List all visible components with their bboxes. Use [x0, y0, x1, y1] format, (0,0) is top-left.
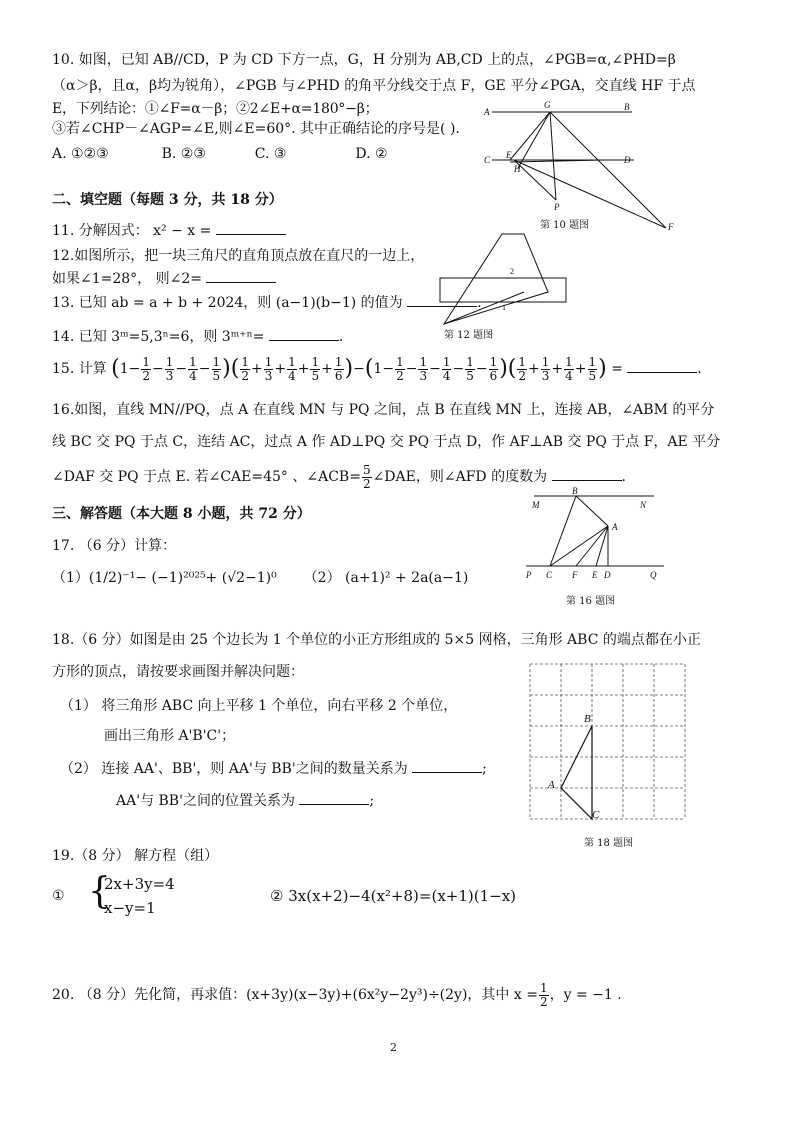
- q19-eq2: x−y=1: [104, 899, 156, 917]
- q20-text: 20. （8 分）先化简，再求值：(x+3y)(x−3y)+(6x²y−2y³)÷(2y)，其中 x =: [52, 987, 538, 1003]
- q16-frac-n: 5: [362, 462, 371, 477]
- q10-line2: （α＞β，且α，β均为锐角），∠PGB 与∠PHD 的角平分线交于点 F，GE 平分∠PGA，交直线 HF 于点: [52, 78, 696, 94]
- q13: 13. 已知 ab = a + b + 2024，则 (a−1)(b−1) 的值为 .: [52, 292, 482, 313]
- q10-option-c: C. ③: [254, 146, 287, 162]
- q11: [52, 220, 286, 241]
- svg-text:P: P: [554, 202, 560, 212]
- q10-option-b: B. ②③: [161, 146, 206, 162]
- svg-text:D: D: [604, 570, 611, 580]
- q14: 14. 已知 3ᵐ=5,3ⁿ=6，则 3ᵐ⁺ⁿ= .: [52, 326, 343, 347]
- q19-circ1: ①: [52, 888, 65, 904]
- q13-text: 13. 已知 ab = a + b + 2024，则 (a−1)(b−1) 的值为: [52, 295, 403, 311]
- q18-sub2b-line: AA'与 BB'之间的位置关系为 ;: [116, 790, 374, 811]
- q12-line1: 12.如图所示，把一块三角尺的直角顶点放在直尺的一边上，: [52, 248, 425, 264]
- q16-answer-blank[interactable]: [552, 466, 622, 481]
- q18-blank-quantity[interactable]: [412, 758, 482, 773]
- q16-line3b: ∠DAE，则∠AFD 的度数为: [372, 469, 548, 485]
- q17-part2: （2） (a+1)² + 2a(a−1): [303, 570, 469, 586]
- page-number: 2: [390, 1041, 397, 1054]
- q10-option-d: D. ②: [355, 146, 388, 162]
- svg-text:1: 1: [502, 303, 506, 312]
- q12-text: 如果∠1=28°， 则∠2=: [52, 271, 203, 287]
- q14-answer-blank[interactable]: [269, 326, 339, 341]
- svg-text:E: E: [592, 570, 598, 580]
- svg-text:C: C: [484, 155, 491, 165]
- svg-text:2: 2: [510, 267, 514, 276]
- q16-line1: 16.如图，直线 MN//PQ，点 A 在直线 MN 与 PQ 之间，点 B 在直线 MN 上，连接 AB，∠ABM 的平分: [52, 402, 715, 418]
- q18-caption: 第 18 题图: [584, 838, 634, 849]
- svg-text:M: M: [532, 500, 540, 510]
- svg-text:G: G: [544, 100, 551, 110]
- q10-option-a: A. ①②③: [52, 146, 109, 162]
- svg-text:P: P: [526, 570, 532, 580]
- svg-text:B: B: [572, 486, 578, 496]
- q20-tail: ，y = −1 .: [549, 987, 622, 1003]
- q10-line1: 10. 如图，已知 AB//CD，P 为 CD 下方一点，G，H 分别为 AB,CD 上的点，∠PGB=α,∠PHD=β: [52, 52, 676, 68]
- svg-text:F: F: [668, 222, 674, 232]
- q16-line3: ∠DAF 交 PQ 于点 E. 若∠CAE=45° 、∠ACB= $\frac{5}{2}$ ∠DAE，则∠AFD 的度数为 .: [52, 462, 626, 491]
- section-2-title: 二、填空题（每题 3 分，共 18 分）: [52, 192, 283, 208]
- q10-line3: E，下列结论：①∠F=α－β；②2∠E+α=180°−β；: [52, 101, 379, 117]
- q15-answer-blank[interactable]: [627, 358, 697, 373]
- q18-sub2b: AA'与 BB'之间的位置关系为: [116, 793, 295, 809]
- svg-text:D: D: [624, 155, 631, 165]
- q12-answer-blank[interactable]: [206, 268, 276, 283]
- svg-text:A: A: [548, 779, 555, 791]
- q10-caption: 第 10 题图: [540, 220, 590, 231]
- q17-parts: [52, 568, 468, 588]
- svg-text:N: N: [640, 500, 647, 510]
- svg-text:B: B: [624, 102, 630, 112]
- q13-answer-blank[interactable]: [407, 292, 477, 307]
- svg-text:E: E: [506, 150, 512, 160]
- q16-line3a: ∠DAF 交 PQ 于点 E. 若∠CAE=45° 、∠ACB=: [52, 469, 361, 485]
- q16-line2: 线 BC 交 PQ 于点 C，连结 AC，过点 A 作 AD⊥PQ 交 PQ 于点 D，作 AF⊥AB 交 PQ 于点 F，AE 平分: [52, 434, 721, 450]
- q18-blank-position[interactable]: [299, 790, 369, 805]
- q10-options: [52, 144, 388, 164]
- svg-text:Q: Q: [650, 570, 657, 580]
- q17-head: 17. （6 分）计算：: [52, 538, 177, 554]
- q15: 15. 计算 (1− $\frac{1}{2}$ − $\frac{1}{3}$ − $\frac{1}{4}$ − $\frac{1}{5}$ )( $\frac{1}{2}$ + $\frac{1}{3}$ + $\frac{1}{4}$ + $\frac{1}{5}$ + $\frac{1}{6}$ )−(1− $\frac{1}{2}$ − $\frac{1}{3}$ − $\frac{1}{4}$ − $\frac{1}{5}$ − $\frac{1}{6}$ )( $\frac{1}{2}$ + $\frac{1}{3}$ + $\frac{1}{4}$ + $\frac{1}{5}$ ) = .: [52, 354, 702, 383]
- q18-line1: 18.（6 分）如图是由 25 个边长为 1 个单位的小正方形组成的 5×5 网格，三角形 ABC 的端点都在小正: [52, 632, 701, 648]
- q12-caption: 第 12 题图: [444, 330, 494, 341]
- svg-text:F: F: [572, 570, 578, 580]
- q15-label: 15. 计算: [52, 361, 107, 377]
- svg-text:B: B: [584, 713, 591, 725]
- q16-frac-d: 2: [362, 476, 371, 491]
- svg-text:H: H: [514, 164, 521, 174]
- q12-line2: [52, 268, 276, 289]
- q19-eq1: 2x+3y=4: [104, 875, 175, 893]
- svg-text:C: C: [546, 570, 553, 580]
- section-3-title: 三、解答题（本大题 8 小题，共 72 分）: [52, 506, 311, 522]
- q18-sub2a-line: （2） 连接 AA'、BB'，则 AA'与 BB'之间的数量关系为 ;: [60, 758, 487, 779]
- q10-line4: ③若∠CHP－∠AGP=∠E,则∠E=60°. 其中正确结论的序号是( ).: [52, 121, 460, 137]
- svg-text:A: A: [612, 522, 618, 532]
- svg-text:C: C: [592, 809, 600, 821]
- q18-grid-figure: [530, 664, 690, 824]
- q11-text: 11. 分解因式： x² − x =: [52, 223, 212, 239]
- q18-sub1b: 画出三角形 A'B'C'；: [104, 728, 236, 744]
- q17-part1: （1）(1/2)⁻¹− (−1)²⁰²⁵+ (√2−1)⁰: [52, 570, 277, 586]
- q14-text: 14. 已知 3ᵐ=5,3ⁿ=6，则 3ᵐ⁺ⁿ=: [52, 329, 265, 345]
- q12-figure: [436, 230, 576, 330]
- q19-brace: {: [88, 871, 111, 912]
- q19-head: 19.（8 分） 解方程（组）: [52, 848, 219, 864]
- q11-answer-blank[interactable]: [216, 220, 286, 235]
- q10-figure: [484, 100, 684, 230]
- q19-part2: ② 3x(x+2)−4(x²+8)=(x+1)(1−x): [270, 887, 517, 905]
- q20: 20. （8 分）先化简，再求值：(x+3y)(x−3y)+(6x²y−2y³)÷(2y)，其中 x = $\frac{1}{2}$ ，y = −1 .: [52, 980, 622, 1009]
- q16-caption: 第 16 题图: [566, 596, 616, 607]
- q18-line2: 方形的顶点，请按要求画图并解决问题：: [52, 664, 304, 680]
- q16-figure: [524, 486, 674, 586]
- svg-text:A: A: [484, 107, 490, 117]
- q18-sub1a: （1） 将三角形 ABC 向上平移 1 个单位，向右平移 2 个单位，: [60, 698, 458, 714]
- q18-sub2a: （2） 连接 AA'、BB'，则 AA'与 BB'之间的数量关系为: [60, 761, 408, 777]
